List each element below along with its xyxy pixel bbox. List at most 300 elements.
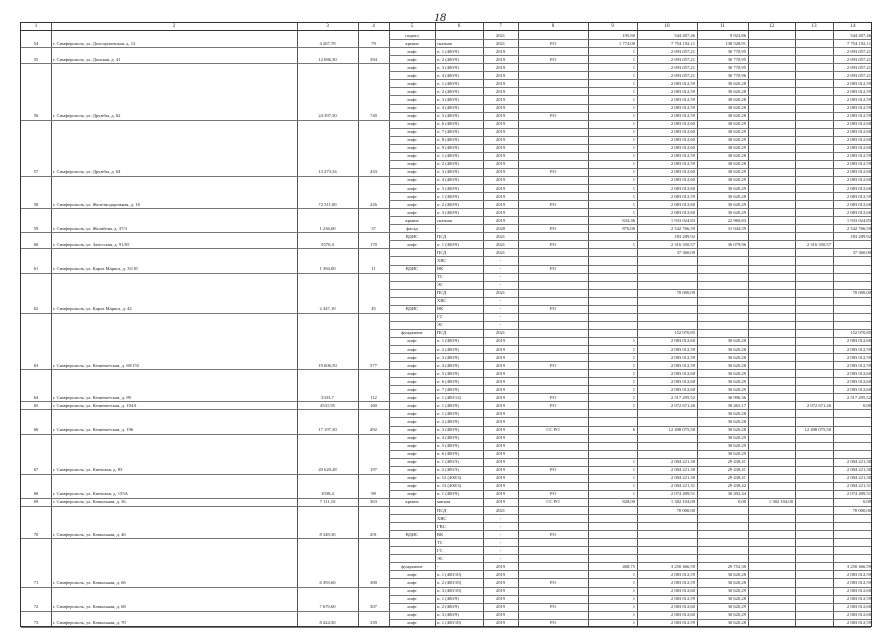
- cell-cost: 2 093 057,21: [670, 48, 695, 54]
- cell-per-unit: 30 620,28: [727, 427, 746, 432]
- cell-total: 70 000,00: [852, 290, 871, 296]
- cell-cost: 2 316 350,57: [670, 241, 695, 247]
- cell-year: 2019: [495, 338, 506, 344]
- cell-system: ВДИС: [405, 266, 419, 271]
- cell-element: п. 1 (400/9): [437, 410, 459, 416]
- cell-volume: 6: [632, 427, 635, 432]
- renovation-register-table: [20, 22, 872, 627]
- cell-num: 67: [33, 467, 39, 473]
- cell-year: -: [499, 547, 502, 553]
- column-divider: [435, 23, 436, 626]
- cell-fund: РО: [550, 362, 556, 368]
- cell-system: крыша: [405, 217, 419, 223]
- column-header: 14: [850, 23, 856, 29]
- cell-year: 2019: [495, 410, 506, 416]
- cell-system: лифт: [407, 48, 417, 54]
- cell-system: лифт: [407, 153, 417, 159]
- cell-total: 2 083 012,59: [846, 596, 871, 601]
- cell-element: ПСД: [437, 249, 447, 255]
- cell-element: п. 2 (400/9): [437, 346, 459, 352]
- cell-element: п. 7 (400/9): [437, 129, 459, 135]
- cell-total: 2 083 012,59: [846, 161, 871, 167]
- cell-area: 6 393,60: [319, 579, 336, 585]
- cell-cost: 183 289,92: [674, 233, 695, 239]
- cell-element: ЭС: [437, 555, 444, 561]
- cell-element: п. 1 (400/10): [437, 571, 462, 577]
- cell-residents: 79: [371, 40, 376, 46]
- cell-volume: 1: [632, 338, 635, 344]
- cell-total: 544 407,46: [850, 32, 871, 38]
- cell-element: п. 4 (400/9): [437, 105, 459, 110]
- cell-total: 70 000,00: [852, 507, 871, 513]
- cell-system: лифт: [407, 386, 417, 392]
- cell-year: 2019: [495, 177, 506, 183]
- cell-system: лифт: [407, 185, 417, 191]
- cell-element: п. 2 (400/3): [437, 467, 459, 473]
- cell-year: 2019: [495, 161, 506, 167]
- cell-year: 2019: [495, 386, 506, 392]
- cell-address: г. Симферополь, ул. Карла Маркса, д. 42: [53, 306, 132, 312]
- cell-cost: 544 407,46: [674, 32, 695, 38]
- cell-element: п. 4 (400/9): [437, 72, 459, 78]
- cell-total: 2 083 012,59: [846, 354, 871, 360]
- cell-system: лифт: [407, 209, 417, 215]
- cell-year: 2019: [495, 418, 506, 424]
- cell-total: 183 289,92: [850, 233, 871, 239]
- column-header: 1: [34, 23, 38, 29]
- cell-year: 2021: [495, 233, 506, 239]
- cell-fund: РО: [550, 201, 556, 207]
- cell-system: подвал: [405, 32, 419, 38]
- cell-cost: 2 004 221,31: [670, 483, 695, 489]
- cell-per-unit: 30 620,28: [727, 96, 746, 102]
- cell-system: крыша: [405, 40, 419, 46]
- column-divider: [297, 23, 298, 626]
- cell-residents: 363: [370, 499, 377, 505]
- cell-volume: 1: [632, 209, 635, 215]
- cell-year: 2021: [495, 290, 506, 296]
- cell-address: г. Симферополь, ул. Донская, д. 41: [53, 56, 121, 62]
- cell-year: 2019: [495, 362, 506, 368]
- cell-total: 2 083 012,59: [846, 579, 871, 585]
- cell-per-unit: 31 044,59: [727, 225, 746, 231]
- cell-year: 2019: [495, 402, 506, 408]
- cell-area: 19 606,50: [318, 362, 337, 368]
- cell-system: лифт: [407, 56, 417, 62]
- cell-residents: 307: [370, 604, 377, 610]
- cell-num: 69: [33, 499, 39, 505]
- cell-per-unit: 36 996,36: [727, 394, 746, 400]
- cell-element: п. 2 (400/9): [437, 201, 459, 207]
- cell-system: лифт: [407, 169, 417, 175]
- cell-year: 2019: [495, 201, 506, 207]
- cell-cost: 2 083 012,59: [670, 193, 695, 199]
- cell-system: лифт: [407, 410, 417, 416]
- cell-volume: 1: [632, 105, 635, 110]
- cell-residents: 492: [370, 427, 377, 432]
- cell-system: лифт: [407, 427, 417, 432]
- cell-per-unit: 30 770,95: [727, 48, 746, 54]
- cell-system: лифт: [407, 370, 417, 376]
- cell-volume: 1: [632, 612, 635, 618]
- cell-fund: РО: [550, 531, 556, 537]
- cell-year: 2021: [495, 32, 506, 38]
- cell-volume: 1: [632, 402, 635, 408]
- cell-volume: 1: [632, 354, 635, 360]
- cell-year: 2019: [495, 121, 506, 127]
- column-divider: [795, 23, 796, 626]
- cell-residents: 160: [370, 402, 377, 408]
- cell-element: ГС: [437, 314, 443, 320]
- cell-year: 2019: [495, 137, 506, 143]
- cell-volume: 1: [632, 177, 635, 183]
- cell-element: ПСД: [437, 507, 447, 513]
- row-divider: [21, 627, 871, 628]
- cell-element: ХВС: [437, 257, 447, 263]
- cell-system: лифт: [407, 161, 417, 167]
- cell-year: 2021: [495, 40, 506, 46]
- cell-total: 2 083 012,59: [846, 80, 871, 86]
- cell-per-unit: 30 620,29: [727, 177, 746, 183]
- cell-total: 2 083 012,60: [846, 137, 871, 143]
- cell-volume: 1: [632, 467, 635, 473]
- cell-area: 3038,4: [321, 491, 334, 497]
- cell-per-unit: 30 620,29: [727, 386, 746, 392]
- cell-total: 2 074 489,51: [846, 491, 871, 497]
- cell-total: 2 083 012,60: [846, 604, 871, 610]
- cell-total: 2 083 012,60: [846, 185, 871, 191]
- cell-element: п. 1 (400/10): [437, 620, 462, 626]
- cell-element: ВК: [437, 306, 444, 312]
- cell-year: 2019: [495, 579, 506, 585]
- cell-year: -: [499, 274, 502, 279]
- cell-fund: РО: [550, 620, 556, 626]
- cell-cost: 1 933 024,83: [670, 217, 695, 223]
- cell-cost: 2 083 012,60: [670, 169, 695, 175]
- cell-element: п. 2 (400/9): [437, 604, 459, 610]
- cell-total: 2 004 221,31: [846, 483, 871, 489]
- cell-num: 68: [33, 491, 39, 497]
- column-divider: [748, 23, 749, 626]
- cell-total: 2 083 012,59: [846, 571, 871, 577]
- cell-system: лифт: [407, 72, 417, 78]
- cell-per-unit: 30 620,28: [727, 161, 746, 167]
- cell-cost: 2 083 012,60: [670, 137, 695, 143]
- cell-cost: 2 083 012,59: [670, 354, 695, 360]
- cell-year: 2019: [495, 394, 506, 400]
- cell-element: -: [437, 563, 439, 569]
- cell-fund: РО: [550, 394, 556, 400]
- cell-per-unit: 30 620,28: [727, 362, 746, 368]
- cell-address: г. Симферополь, ул. Ковыльная, д. 70: [53, 620, 126, 626]
- cell-total: 2 517 295,52: [846, 394, 871, 400]
- cell-address: г. Симферополь, ул. Кечкеметская, д. 194А: [53, 402, 137, 408]
- cell-num: 73: [33, 620, 39, 626]
- cell-element: ТС: [437, 274, 443, 279]
- cell-year: 2019: [495, 370, 506, 376]
- cell-element: п. 13 (400/3): [437, 483, 462, 489]
- cell-year: 2019: [495, 571, 506, 577]
- cell-element: скатная: [437, 217, 452, 223]
- cell-element: п. 1 (400/9): [437, 153, 459, 159]
- cell-cost: 2 083 012,59: [670, 620, 695, 626]
- cell-per-unit: 30 770,95: [727, 64, 746, 70]
- cell-address: г. Симферополь, ул. Дружбы, д. 64: [53, 169, 121, 175]
- cell-total: 2 083 012,60: [846, 169, 871, 175]
- cell-area: 7 670,60: [319, 604, 336, 610]
- cell-year: 2019: [495, 491, 506, 497]
- cell-residents: 170: [370, 241, 377, 247]
- cell-system: лифт: [407, 80, 417, 86]
- cell-volume: 1: [632, 64, 635, 70]
- cell-cost: 2 083 012,60: [670, 370, 695, 376]
- cell-volume: 1: [632, 185, 635, 191]
- cell-per-unit: 30 620,29: [727, 435, 746, 440]
- cell-num: 70: [33, 531, 39, 537]
- cell-total: 2 083 012,60: [846, 177, 871, 183]
- cell-fund: РО: [550, 169, 556, 175]
- cell-volume: 1: [632, 579, 635, 585]
- cell-volume: 1: [632, 491, 635, 497]
- cell-year: 2019: [495, 129, 506, 135]
- cell-system: фундамент: [401, 330, 423, 336]
- cell-volume: 1: [632, 571, 635, 577]
- cell-per-unit: 30 620,28: [727, 88, 746, 94]
- cell-system: фундамент: [401, 563, 423, 569]
- cell-per-unit: 30 620,29: [727, 588, 746, 593]
- cell-cost: 2 083 012,59: [670, 161, 695, 167]
- column-header: 10: [664, 23, 670, 29]
- cell-cost: 2 093 057,21: [670, 72, 695, 78]
- cell-year: 2019: [495, 113, 506, 118]
- cell-num: 57: [33, 169, 39, 175]
- cell-volume: 1: [632, 588, 635, 593]
- cell-system: лифт: [407, 475, 417, 481]
- column-header: 5: [410, 23, 414, 29]
- cell-cost: 2 074 489,51: [670, 491, 695, 497]
- cell-year: 2019: [495, 596, 506, 601]
- cell-per-unit: 30 620,28: [727, 80, 746, 86]
- cell-cost: 2 083 012,60: [670, 612, 695, 618]
- cell-volume: 828,00: [622, 499, 635, 505]
- cell-element: п. 9 (400/9): [437, 145, 459, 151]
- cell-per-unit: 30 620,29: [727, 121, 746, 127]
- cell-year: -: [499, 266, 502, 271]
- cell-year: 2019: [495, 209, 506, 215]
- cell-cost: 2 072 671,26: [670, 402, 695, 408]
- cell-element: п. 7 (400/9): [437, 386, 459, 392]
- cell-total: 2 083 012,59: [846, 88, 871, 94]
- cell-per-unit: 0,00: [737, 499, 746, 505]
- cell-element: п. 5 (400/9): [437, 113, 459, 118]
- cell-volume: 1: [632, 72, 635, 78]
- cell-element: п. 1 (400/9): [437, 241, 459, 247]
- cell-volume: 1: [632, 145, 635, 151]
- cell-residents: 433: [370, 169, 377, 175]
- cell-area: 5570,4: [321, 241, 334, 247]
- cell-volume: 468,75: [622, 563, 635, 569]
- cell-address: г. Симферополь, ул. Кечкеметская, д. 69/155: [53, 362, 140, 368]
- cell-year: -: [499, 257, 502, 263]
- cell-element: ХВС: [437, 515, 447, 521]
- cell-per-unit: 30 620,28: [727, 105, 746, 110]
- cell-volume: 876,00: [622, 225, 635, 231]
- cell-year: 2019: [495, 145, 506, 151]
- cell-per-unit: 30 620,28: [727, 579, 746, 585]
- cell-residents: 197: [370, 467, 377, 473]
- cell-year: -: [499, 531, 502, 537]
- cell-per-unit: 30 770,95: [727, 56, 746, 62]
- cell-cost: 2 517 295,52: [670, 394, 695, 400]
- cell-per-unit: 30 620,29: [727, 378, 746, 384]
- cell-cost: 2 083 012,60: [670, 386, 695, 392]
- cell-col12: 1 382 104,00: [768, 499, 793, 505]
- cell-year: 2019: [495, 435, 506, 440]
- cell-cost: 2 083 012,59: [670, 88, 695, 94]
- cell-volume: 1: [632, 137, 635, 143]
- cell-year: 2019: [495, 588, 506, 593]
- cell-element: п. 3 (400/9): [437, 612, 459, 618]
- cell-system: лифт: [407, 354, 417, 360]
- cell-per-unit: 30 620,29: [727, 209, 746, 215]
- cell-per-unit: 29 438,41: [727, 459, 746, 465]
- cell-cost: 2 083 012,60: [670, 121, 695, 127]
- cell-system: лифт: [407, 121, 417, 127]
- cell-year: -: [499, 523, 502, 529]
- cell-volume: 1: [632, 370, 635, 376]
- cell-element: п. 1 (400/9): [437, 193, 459, 199]
- cell-element: п. 4 (400/9): [437, 435, 459, 440]
- column-header: 3: [326, 23, 329, 29]
- cell-year: 2019: [495, 563, 506, 569]
- cell-total: 2 083 012,60: [846, 588, 871, 593]
- cell-num: 65: [33, 402, 39, 408]
- cell-total: 2 083 012,59: [846, 96, 871, 102]
- cell-volume: 1: [632, 201, 635, 207]
- cell-system: лифт: [407, 88, 417, 94]
- cell-residents: 291: [370, 531, 377, 537]
- cell-system: лифт: [407, 137, 417, 143]
- cell-per-unit: 30 620,29: [727, 370, 746, 376]
- cell-element: п. 6 (400/9): [437, 378, 459, 384]
- cell-address: г. Симферополь, ул. Ковыльная, д. 66: [53, 579, 126, 585]
- cell-total: 2 083 012,59: [846, 620, 871, 626]
- cell-element: п. 8 (400/9): [437, 137, 459, 143]
- cell-year: 2019: [495, 612, 506, 618]
- cell-cost: 2 083 012,59: [670, 346, 695, 352]
- column-header: 8: [551, 23, 555, 29]
- cell-cost: 2 083 012,60: [670, 201, 695, 207]
- column-header: 9: [611, 23, 614, 29]
- cell-address: г. Симферополь, ул. Залесская, д. 91/65: [53, 241, 130, 247]
- cell-element: п. 6 (400/9): [437, 451, 459, 457]
- cell-system: лифт: [407, 451, 417, 457]
- cell-per-unit: 30 620,28: [727, 620, 746, 626]
- cell-element: п. 5 (400/9): [437, 443, 459, 449]
- cell-element: п. 3 (400/9): [437, 96, 459, 102]
- cell-year: 2019: [495, 499, 506, 505]
- column-divider: [637, 23, 638, 626]
- cell-total: 2 083 012,60: [846, 129, 871, 135]
- cell-num: 63: [33, 362, 39, 368]
- cell-cost: 2 083 012,59: [670, 80, 695, 86]
- cell-system: лифт: [407, 491, 417, 497]
- cell-per-unit: 30 620,29: [727, 201, 746, 207]
- cell-volume: 1: [632, 596, 635, 601]
- cell-cost: 2 004 221,30: [670, 467, 695, 473]
- cell-volume: 1: [632, 459, 635, 465]
- cell-fund: РО: [550, 225, 556, 231]
- cell-fund: РО: [550, 491, 556, 497]
- cell-element: ЭС: [437, 282, 444, 288]
- cell-area: 8 424,50: [319, 620, 336, 626]
- cell-element: п. 3 (400/9): [437, 169, 459, 175]
- cell-cost: 2 083 012,60: [670, 129, 695, 135]
- cell-year: 2019: [495, 459, 506, 465]
- cell-element: ХВС: [437, 298, 447, 304]
- cell-system: лифт: [407, 346, 417, 352]
- cell-element: ГС: [437, 547, 443, 553]
- cell-address: г. Симферополь, ул. Ковыльная, д. 68: [53, 604, 126, 610]
- cell-volume: 1: [632, 378, 635, 384]
- cell-area: 1 236,60: [319, 225, 336, 231]
- cell-system: лифт: [407, 201, 417, 207]
- cell-system: лифт: [407, 96, 417, 102]
- cell-element: п. 3 (400/9): [437, 64, 459, 70]
- cell-system: лифт: [407, 571, 417, 577]
- cell-element: п. 1 (400/9): [437, 338, 459, 344]
- cell-volume: 1: [632, 153, 635, 159]
- column-divider: [51, 23, 52, 626]
- cell-element: п. 3 (400/9): [437, 354, 459, 360]
- cell-cost: 2 083 012,60: [670, 177, 695, 183]
- cell-fund: СС РО: [546, 499, 560, 505]
- cell-volume: 1: [632, 604, 635, 610]
- cell-volume: 1 774,00: [618, 40, 635, 46]
- cell-num: 61: [33, 266, 39, 271]
- cell-area: 4 267,70: [319, 40, 336, 46]
- cell-address: г. Симферополь, ул. Долгоруковская, д. 12: [53, 40, 136, 46]
- cell-system: лифт: [407, 620, 417, 626]
- page-number: 18: [434, 10, 446, 24]
- cell-element: п. 2 (400/9): [437, 161, 459, 167]
- column-divider: [588, 23, 589, 626]
- cell-element: п. 2 (400/9): [437, 88, 459, 94]
- column-divider: [483, 23, 484, 626]
- cell-per-unit: 30 620,28: [727, 410, 746, 416]
- cell-volume: 1: [632, 161, 635, 167]
- cell-element: ПСД: [437, 233, 447, 239]
- cell-element: п. 3 (400/9): [437, 427, 459, 432]
- cell-fund: РО: [550, 604, 556, 610]
- cell-year: 2019: [495, 443, 506, 449]
- cell-area: 7 111,10: [319, 499, 336, 505]
- cell-element: п. 1 (400/12): [437, 394, 462, 400]
- cell-num: 59: [33, 225, 39, 231]
- cell-element: п. 1 (400/9): [437, 402, 459, 408]
- cell-col13: 2 072 671,26: [806, 402, 831, 408]
- cell-element: п. 2 (400/9): [437, 56, 459, 62]
- column-divider: [389, 23, 390, 626]
- cell-element: п. 12 (400/3): [437, 475, 462, 481]
- cell-system: лифт: [407, 394, 417, 400]
- cell-cost: 2 083 012,60: [670, 145, 695, 151]
- cell-element: ЭС: [437, 322, 444, 328]
- cell-total: 2 083 012,60: [846, 338, 871, 344]
- cell-num: 55: [33, 56, 39, 62]
- cell-year: -: [499, 515, 502, 521]
- column-header: 11: [720, 23, 725, 29]
